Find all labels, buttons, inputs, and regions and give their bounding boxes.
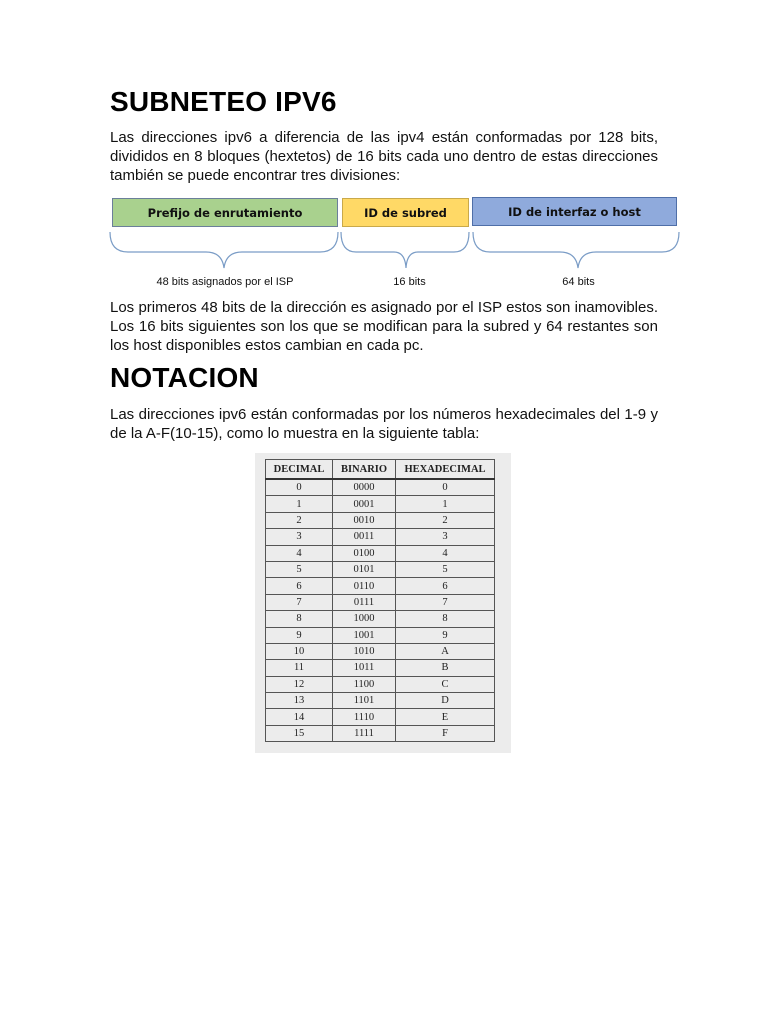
header-binario: BINARIO <box>333 460 396 480</box>
cell-decimal: 12 <box>266 676 333 692</box>
table-row <box>266 529 495 545</box>
brace-48-bits <box>110 232 338 268</box>
cell-hexadecimal: E <box>396 709 495 725</box>
cell-hexadecimal: 0 <box>396 479 495 496</box>
cell-decimal: 9 <box>266 627 333 643</box>
header-decimal: DECIMAL <box>266 460 333 480</box>
cell-binario: 1111 <box>333 725 396 741</box>
table-row <box>266 545 495 561</box>
cell-decimal: 0 <box>266 479 333 496</box>
cell-hexadecimal: F <box>396 725 495 741</box>
cell-binario: 1011 <box>333 660 396 676</box>
cell-hexadecimal: B <box>396 660 495 676</box>
cell-decimal: 1 <box>266 496 333 512</box>
cell-hexadecimal: 5 <box>396 561 495 577</box>
cell-binario: 1000 <box>333 611 396 627</box>
table-row <box>266 594 495 610</box>
cell-binario: 1001 <box>333 627 396 643</box>
cell-decimal: 13 <box>266 693 333 709</box>
section-title-subneteo: SUBNETEO IPV6 <box>110 86 337 117</box>
cell-decimal: 14 <box>266 709 333 725</box>
cell-binario: 0101 <box>333 561 396 577</box>
conversion-table-image <box>255 453 511 753</box>
cell-decimal: 3 <box>266 529 333 545</box>
table-row <box>266 660 495 676</box>
bits-label-host: 64 bits <box>562 276 595 288</box>
cell-decimal: 8 <box>266 611 333 627</box>
cell-decimal: 7 <box>266 594 333 610</box>
cell-hexadecimal: 1 <box>396 496 495 512</box>
cell-binario: 0011 <box>333 529 396 545</box>
cell-hexadecimal: A <box>396 643 495 659</box>
cell-decimal: 10 <box>266 643 333 659</box>
bit-division-braces <box>0 0 768 300</box>
subnet-id-box: ID de subred <box>342 198 469 227</box>
cell-binario: 0000 <box>333 479 396 496</box>
table-row <box>266 643 495 659</box>
cell-binario: 1101 <box>333 693 396 709</box>
explanation-paragraph: Los primeros 48 bits de la dirección es asignado por el ISP estos son inamovibles. Los 16 bits siguientes son los que se modifican para la subred y 64 restantes son los host disponibles estos cambian en cada pc. <box>110 299 658 354</box>
cell-binario: 0001 <box>333 496 396 512</box>
table-row <box>266 512 495 528</box>
table-row <box>266 561 495 577</box>
table-row <box>266 725 495 741</box>
cell-decimal: 4 <box>266 545 333 561</box>
notation-paragraph: Las direcciones ipv6 están conformadas por los números hexadecimales del 1-9 y de la A-F(10-15), como lo muestra en la siguiente tabla: <box>110 406 658 442</box>
cell-hexadecimal: 6 <box>396 578 495 594</box>
table-row <box>266 693 495 709</box>
cell-hexadecimal: 8 <box>396 611 495 627</box>
intro-paragraph: Las direcciones ipv6 a diferencia de las ipv4 están conformadas por 128 bits, divididos en 8 bloques (hextetos) de 16 bits cada uno dentro de estas direcciones también se puede encontrar tres divisiones: <box>110 129 658 184</box>
section-title-notacion: NOTACION <box>110 362 259 393</box>
brace-64-bits <box>473 232 679 268</box>
table-row <box>266 676 495 692</box>
table-row <box>266 611 495 627</box>
cell-binario: 0100 <box>333 545 396 561</box>
cell-decimal: 15 <box>266 725 333 741</box>
cell-hexadecimal: 4 <box>396 545 495 561</box>
cell-binario: 0111 <box>333 594 396 610</box>
table-row <box>266 496 495 512</box>
cell-hexadecimal: 9 <box>396 627 495 643</box>
cell-hexadecimal: C <box>396 676 495 692</box>
cell-decimal: 5 <box>266 561 333 577</box>
cell-decimal: 6 <box>266 578 333 594</box>
bits-label-isp: 48 bits asignados por el ISP <box>156 276 294 288</box>
cell-hexadecimal: 7 <box>396 594 495 610</box>
cell-binario: 0010 <box>333 512 396 528</box>
cell-decimal: 2 <box>266 512 333 528</box>
table-row <box>266 709 495 725</box>
cell-binario: 1010 <box>333 643 396 659</box>
interface-id-box: ID de interfaz o host <box>472 197 677 226</box>
cell-binario: 0110 <box>333 578 396 594</box>
cell-binario: 1100 <box>333 676 396 692</box>
cell-hexadecimal: D <box>396 693 495 709</box>
cell-hexadecimal: 2 <box>396 512 495 528</box>
table-row <box>266 627 495 643</box>
cell-binario: 1110 <box>333 709 396 725</box>
header-hexadecimal: HEXADECIMAL <box>396 460 495 480</box>
table-header-row <box>266 460 495 480</box>
cell-hexadecimal: 3 <box>396 529 495 545</box>
table-row <box>266 479 495 496</box>
brace-16-bits <box>341 232 469 268</box>
table-row <box>266 578 495 594</box>
cell-decimal: 11 <box>266 660 333 676</box>
routing-prefix-box: Prefijo de enrutamiento <box>112 198 338 227</box>
hex-conversion-table <box>265 459 495 742</box>
bits-label-subnet: 16 bits <box>393 276 426 288</box>
